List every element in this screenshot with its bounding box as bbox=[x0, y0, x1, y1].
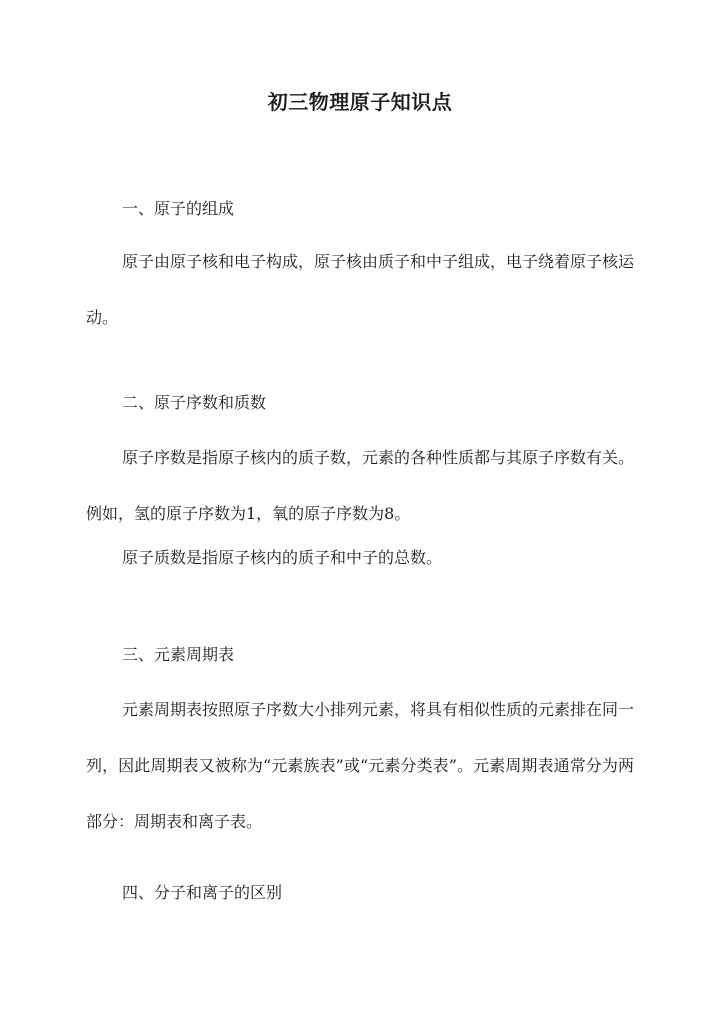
section-heading-molecules-ions: 四、分子和离子的区别 bbox=[122, 883, 283, 902]
paragraph-periodic-table: 元素周期表按照原子序数大小排列元素，将具有相似性质的元素排在同一列，因此周期表又被称为“元素族表”或“元素分类表”。元素周期表通常分为两部分：周期表和离子表。 bbox=[86, 700, 635, 831]
paragraph-mass-number: 原子质数是指原子核内的质子和中子的总数。 bbox=[122, 548, 443, 567]
paragraph-composition: 原子由原子核和电子构成，原子核由质子和中子组成，电子绕着原子核运动。 bbox=[86, 252, 635, 327]
document-title: 初三物理原子知识点 bbox=[267, 90, 453, 114]
section-heading-composition: 一、原子的组成 bbox=[122, 199, 235, 218]
paragraph-atomic-number: 原子序数是指原子核内的质子数，元素的各种性质都与其原子序数有关。例如，氢的原子序数为1，氧的原子序数为8。 bbox=[86, 448, 635, 523]
section-heading-periodic-table: 三、元素周期表 bbox=[122, 645, 235, 664]
section-heading-atomic-number: 二、原子序数和质数 bbox=[122, 393, 267, 412]
